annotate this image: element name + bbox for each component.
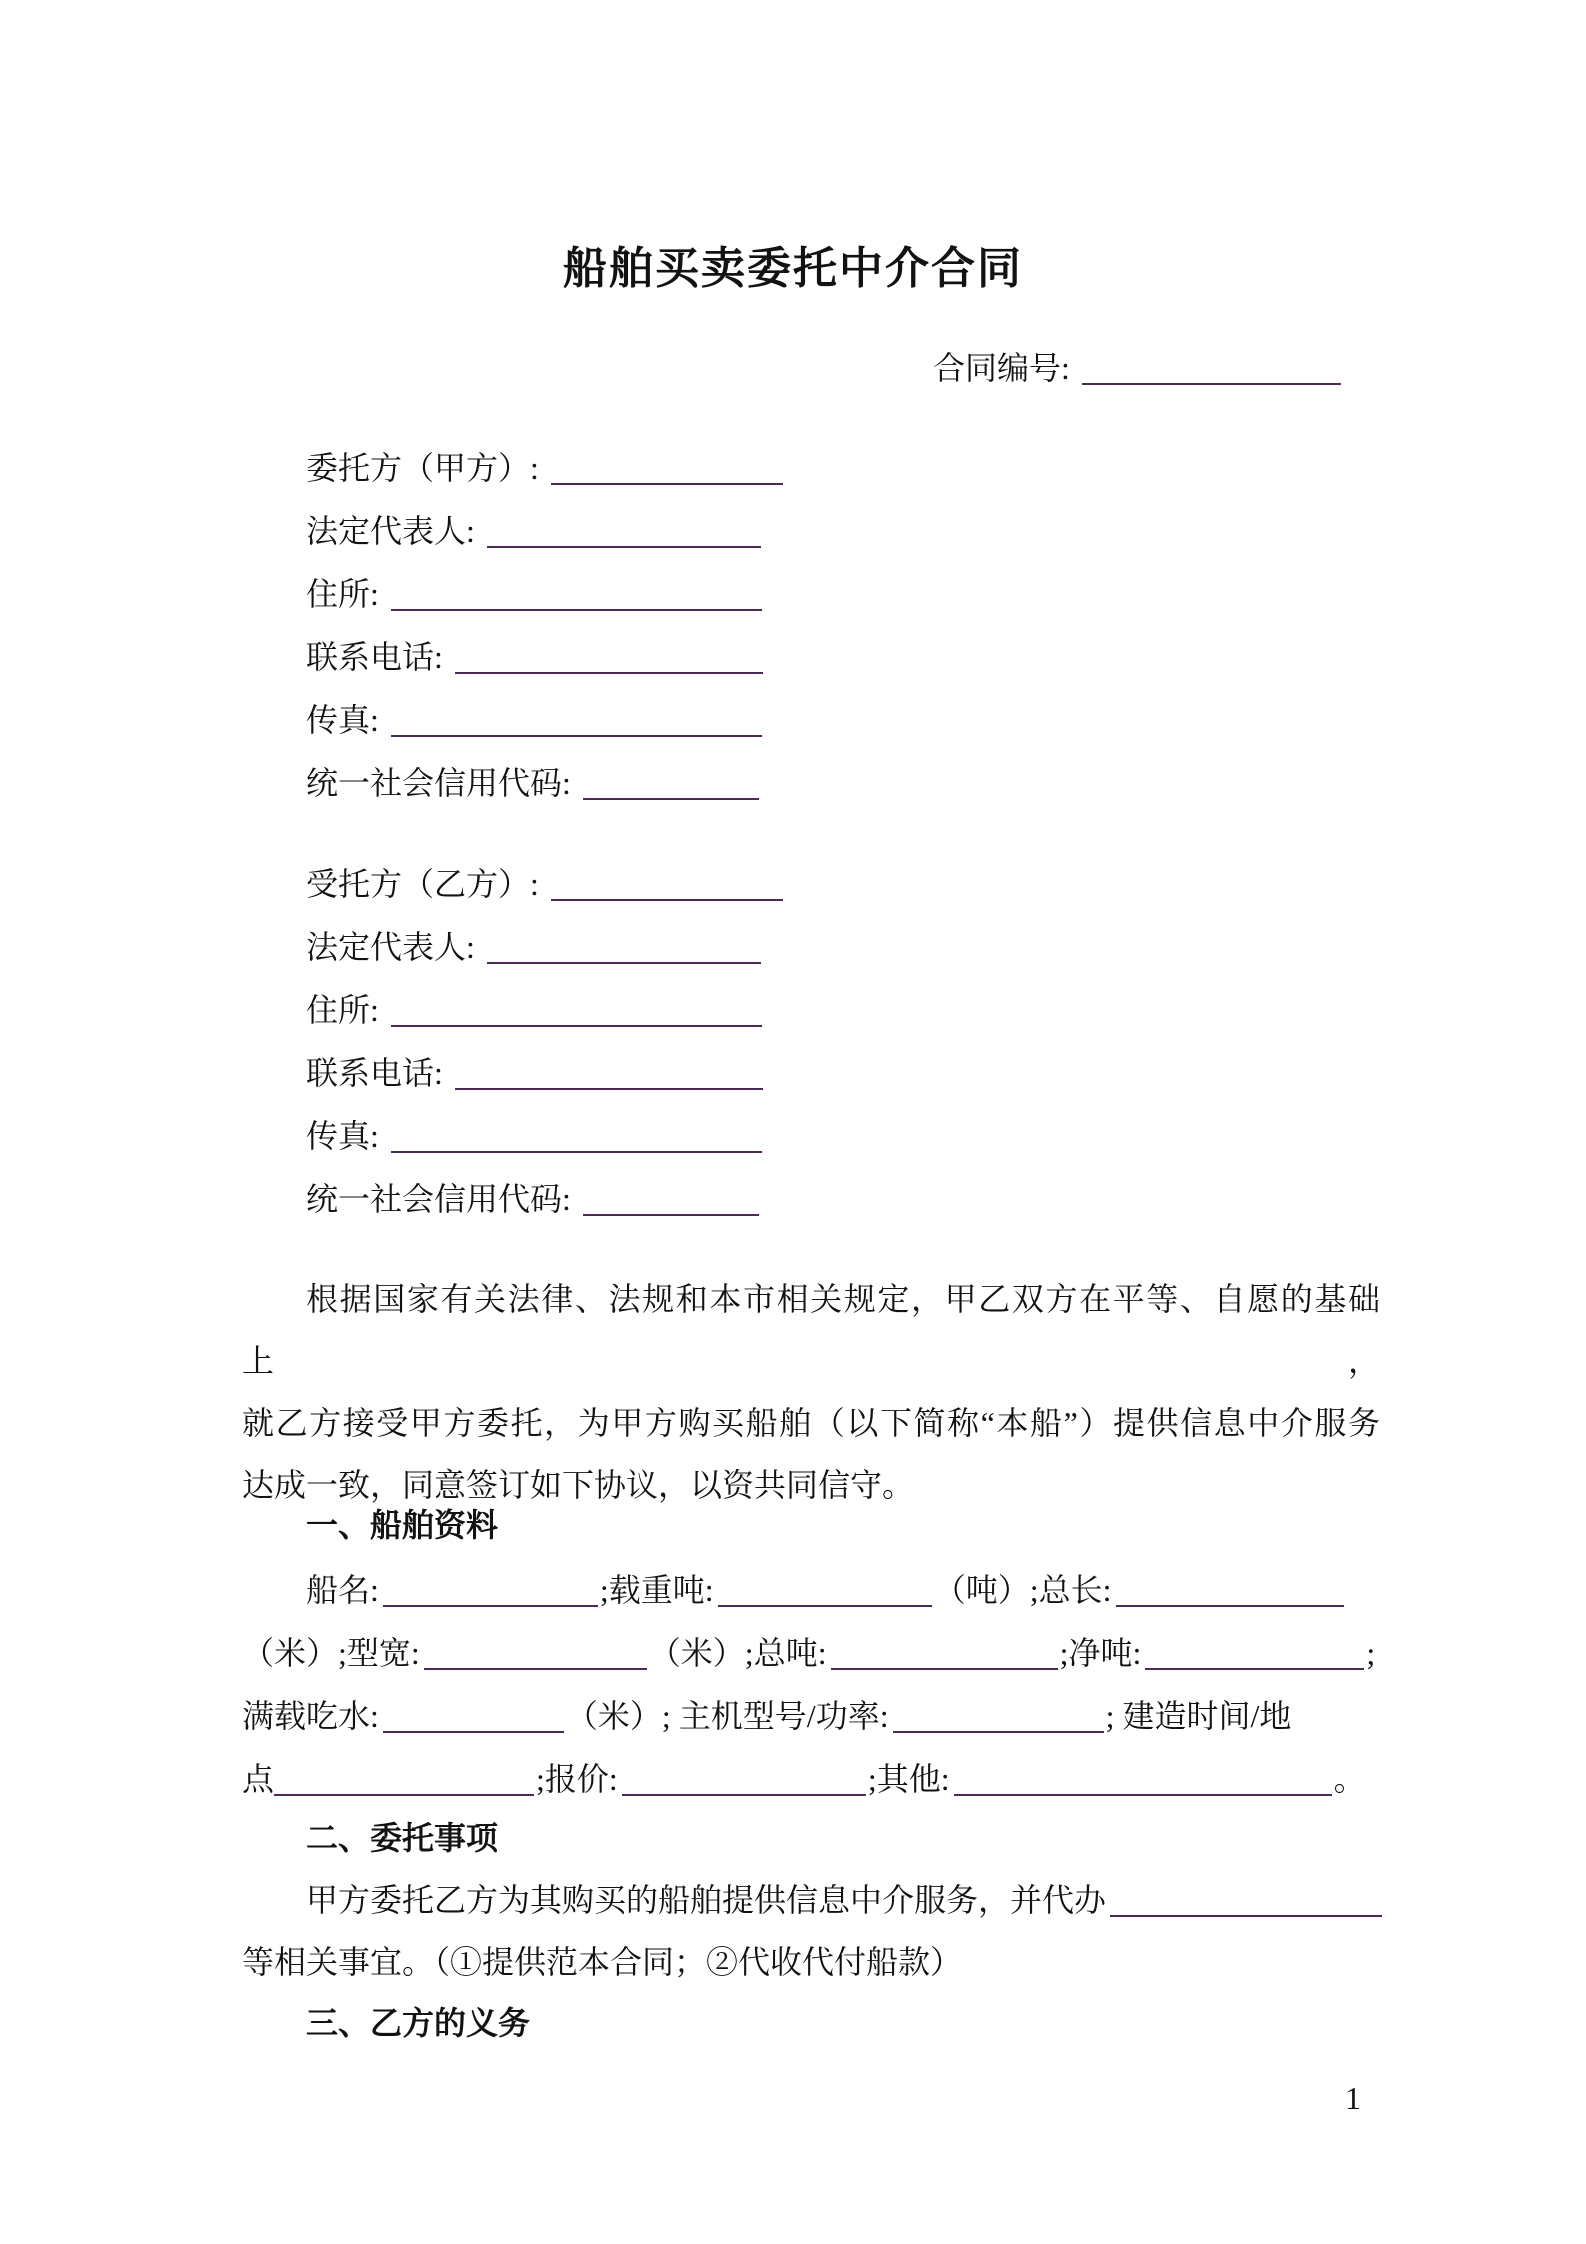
party-a-fax-label: 传真:	[306, 702, 379, 738]
party-a-section	[306, 437, 783, 815]
ship-info-line-2	[242, 1622, 1390, 1685]
length-blank[interactable]	[1116, 1571, 1344, 1607]
party-a-credit-code-label: 统一社会信用代码:	[306, 765, 571, 801]
party-b-fax-blank[interactable]	[391, 1117, 762, 1153]
party-b-fax-label: 传真:	[306, 1118, 379, 1154]
party-b-fax-row	[306, 1105, 783, 1168]
gross-tonnage-label: （米）;总吨:	[648, 1635, 827, 1671]
build-time-place-blank[interactable]	[274, 1760, 534, 1796]
other-label: ;其他:	[867, 1761, 950, 1797]
ship-name-blank[interactable]	[383, 1571, 598, 1607]
party-b-credit-code-row	[306, 1168, 783, 1231]
party-a-legal-rep-blank[interactable]	[487, 512, 761, 548]
party-b-address-row	[306, 979, 783, 1042]
party-b-legal-rep-label: 法定代表人:	[306, 929, 475, 965]
party-b-name-row	[306, 853, 783, 916]
engine-blank[interactable]	[893, 1697, 1104, 1733]
party-a-phone-blank[interactable]	[455, 638, 763, 674]
party-b-legal-rep-row	[306, 916, 783, 979]
entrustment-blank[interactable]	[1110, 1881, 1382, 1917]
ship-info-section	[242, 1559, 1390, 1811]
entrustment-text: 甲方委托乙方为其购买的船舶提供信息中介服务，并代办	[306, 1882, 1107, 1918]
contract-number-row	[933, 337, 1341, 400]
party-a-credit-code-row	[306, 752, 783, 815]
party-b-credit-code-blank[interactable]	[583, 1180, 759, 1216]
other-blank[interactable]	[954, 1760, 1332, 1796]
party-a-fax-row	[306, 689, 783, 752]
ship-name-label: 船名:	[306, 1572, 379, 1608]
engine-label: （米）; 主机型号/功率:	[565, 1698, 889, 1734]
party-b-credit-code-label: 统一社会信用代码:	[306, 1181, 571, 1217]
party-b-phone-row	[306, 1042, 783, 1105]
contract-number-blank[interactable]	[1082, 349, 1341, 385]
preamble-paragraph	[242, 1268, 1380, 1516]
ship-info-line-4	[242, 1748, 1390, 1811]
net-tonnage-blank[interactable]	[1145, 1634, 1364, 1670]
party-a-address-row	[306, 563, 783, 626]
party-a-phone-row	[306, 626, 783, 689]
length-label: （吨）;总长:	[933, 1572, 1112, 1608]
party-a-name-row	[306, 437, 783, 500]
party-b-legal-rep-blank[interactable]	[487, 928, 761, 964]
line-4-period: 。	[1333, 1761, 1366, 1797]
preamble-line-1: 根据国家有关法律、法规和本市相关规定，甲乙双方在平等、自愿的基础上，	[242, 1281, 1380, 1379]
build-time-place-label: ; 建造时间/地	[1105, 1698, 1292, 1734]
net-tonnage-label: ;净吨:	[1059, 1635, 1142, 1671]
ship-info-line-3	[242, 1685, 1390, 1748]
section-2-heading: 二、委托事项	[306, 1820, 499, 1856]
party-a-legal-rep-row	[306, 500, 783, 563]
party-b-address-blank[interactable]	[391, 991, 762, 1027]
preamble-line-3: 达成一致，同意签订如下协议，以资共同信守。	[242, 1467, 915, 1503]
party-a-address-blank[interactable]	[391, 575, 762, 611]
deadweight-blank[interactable]	[718, 1571, 932, 1607]
party-a-credit-code-blank[interactable]	[583, 764, 759, 800]
party-b-name-label: 受托方（乙方）:	[306, 866, 539, 902]
line-2-semicolon: ;	[1366, 1635, 1376, 1671]
party-a-address-label: 住所:	[306, 576, 379, 612]
preamble-line-2: 就乙方接受甲方委托，为甲方购买船舶（以下简称“本船”）提供信息中介服务	[242, 1405, 1380, 1441]
deadweight-label: ;载重吨:	[599, 1572, 714, 1608]
entrustment-section	[242, 1869, 1390, 1993]
page-number: 1	[1345, 2080, 1361, 2116]
party-b-phone-blank[interactable]	[455, 1054, 763, 1090]
ship-info-line-1	[242, 1559, 1390, 1622]
breadth-label: （米）;型宽:	[242, 1635, 420, 1671]
party-b-address-label: 住所:	[306, 992, 379, 1028]
build-place-cont-label: 点	[242, 1761, 275, 1797]
party-a-name-blank[interactable]	[551, 449, 783, 485]
party-b-phone-label: 联系电话:	[306, 1055, 443, 1091]
party-b-name-blank[interactable]	[551, 865, 783, 901]
entrustment-line-2: 等相关事宜。（①提供范本合同；②代收代付船款）	[242, 1944, 963, 1980]
page-title: 船舶买卖委托中介合同	[563, 244, 1023, 293]
draft-blank[interactable]	[383, 1697, 564, 1733]
quote-label: ;报价:	[536, 1761, 618, 1797]
party-a-phone-label: 联系电话:	[306, 639, 443, 675]
section-3-heading: 三、乙方的义务	[306, 2005, 531, 2041]
party-a-fax-blank[interactable]	[391, 701, 762, 737]
contract-number-label: 合同编号:	[933, 350, 1070, 386]
party-a-legal-rep-label: 法定代表人:	[306, 513, 475, 549]
entrustment-line-1	[242, 1869, 1390, 1931]
quote-blank[interactable]	[622, 1760, 866, 1796]
breadth-blank[interactable]	[424, 1634, 647, 1670]
party-a-name-label: 委托方（甲方）:	[306, 450, 539, 486]
party-b-section	[306, 853, 783, 1231]
gross-tonnage-blank[interactable]	[831, 1634, 1058, 1670]
draft-label: 满载吃水:	[242, 1698, 379, 1734]
section-1-heading: 一、船舶资料	[306, 1507, 499, 1543]
